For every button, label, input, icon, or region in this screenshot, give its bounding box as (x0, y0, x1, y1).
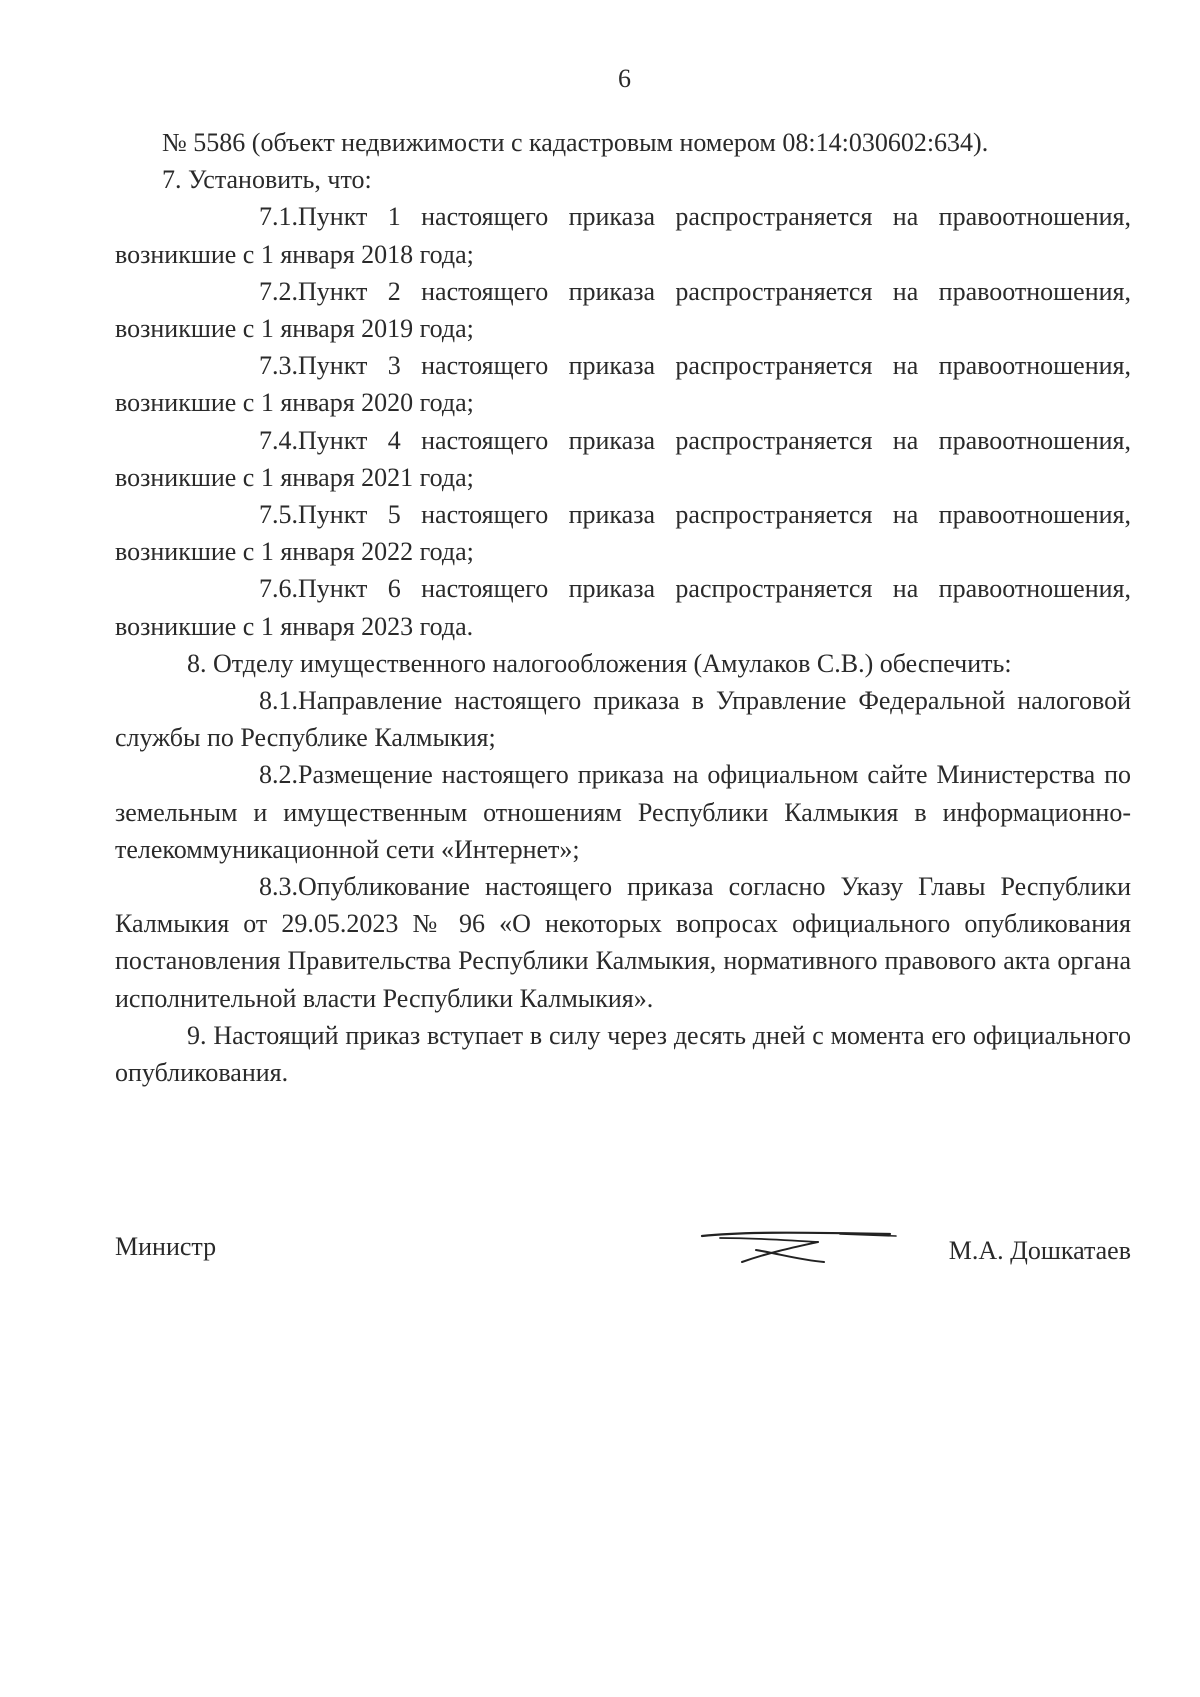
clause-text: Пункт 3 настоящего приказа распространяется на правоотношения, возникшие с 1 января 2020 года; (115, 351, 1131, 418)
clause-number: 7.6. (259, 574, 298, 604)
clause-number: 7.4. (259, 425, 298, 455)
paragraph-8-1 (115, 682, 1131, 756)
paragraph-9: 9. Настоящий приказ вступает в силу через десять дней с момента его официального опубликования. (115, 1020, 1131, 1088)
clause-text: Опубликование настоящего приказа согласно Указу Главы Республики Калмыкия от 29.05.2023 № 96 «О некоторых вопросах официального опубликования постановления Правительства Республики Калмыкия, нормативного правового акта органа исполнительной власти Республики Калмыкия». (115, 872, 1131, 1013)
clause-text: Пункт 5 настоящего приказа распространяется на правоотношения, возникшие с 1 января 2022 года; (115, 500, 1131, 567)
signature-block (115, 1222, 1131, 1272)
paragraph-7-1 (115, 198, 1131, 272)
paragraph-continuation: № 5586 (объект недвижимости с кадастровым номером 08:14:030602:634). (162, 128, 989, 157)
paragraph-8-heading: 8. Отделу имущественного налогообложения (Амулаков С.В.) обеспечить: (187, 648, 1012, 678)
paragraph-7-heading: 7. Установить, что: (162, 165, 372, 195)
clause-number: 8.1. (259, 686, 298, 716)
signatory-name: М.А. Дошкатаев (948, 1236, 1131, 1265)
paragraph-7-2 (115, 273, 1131, 347)
paragraph-7-4 (115, 422, 1131, 496)
clause-text: Пункт 6 настоящего приказа распространяется на правоотношения, возникшие с 1 января 2023 года. (115, 574, 1131, 641)
paragraph-8-2 (115, 756, 1131, 868)
handwritten-signature (700, 1222, 900, 1268)
clause-number: 7.1. (259, 202, 298, 232)
clause-text: Пункт 4 настоящего приказа распространяется на правоотношения, возникшие с 1 января 2021 года; (115, 425, 1131, 492)
clause-text: Размещение настоящего приказа на официальном сайте Министерства по земельным и имущественным отношениям Республики Калмыкия в информационно-телекоммуникационной сети «Интернет»; (115, 760, 1131, 864)
document-body (115, 124, 1131, 1091)
clause-number: 7.3. (259, 351, 298, 381)
clause-text: Пункт 1 настоящего приказа распространяется на правоотношения, возникшие с 1 января 2018 года; (115, 202, 1131, 269)
clause-number: 8.2. (259, 760, 298, 790)
clause-number: 7.2. (259, 276, 298, 306)
signatory-title: Министр (115, 1232, 217, 1261)
page-number: 6 (618, 64, 631, 93)
paragraph-7-6 (115, 570, 1131, 644)
clause-number: 8.3. (259, 872, 298, 902)
clause-text: Направление настоящего приказа в Управление Федеральной налоговой службы по Республике Калмыкия; (115, 686, 1131, 753)
paragraph-8-3 (115, 868, 1131, 1017)
paragraph-7-5 (115, 496, 1131, 570)
paragraph-7-3 (115, 347, 1131, 421)
clause-number: 7.5. (259, 500, 298, 530)
clause-text: Пункт 2 настоящего приказа распространяется на правоотношения, возникшие с 1 января 2019 года; (115, 276, 1131, 344)
